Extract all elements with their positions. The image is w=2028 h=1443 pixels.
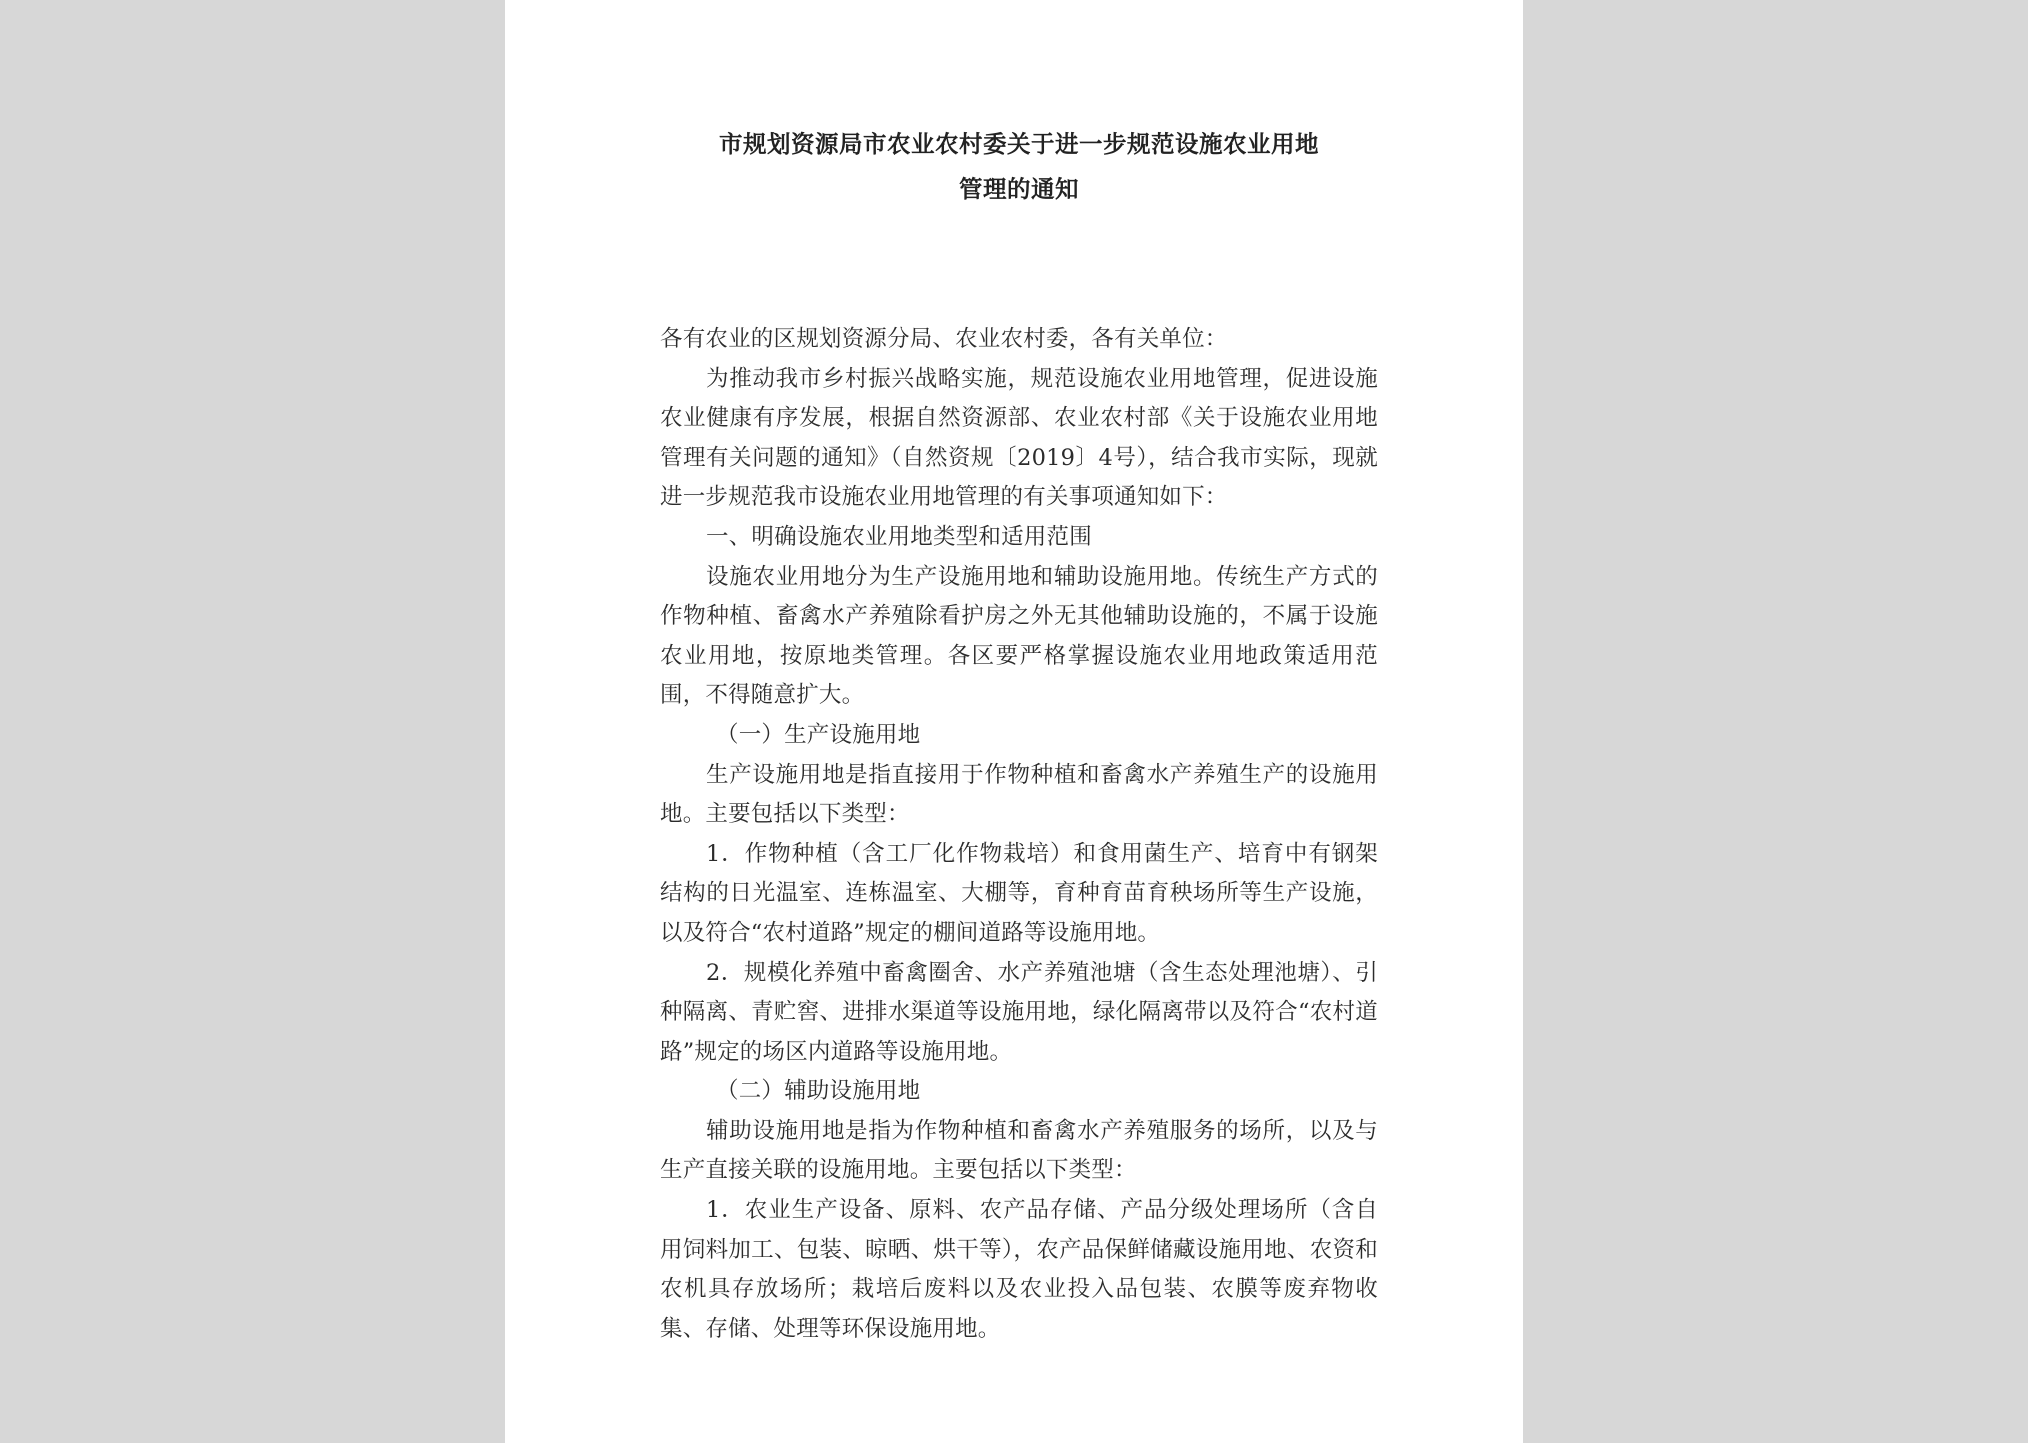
subsection-1-item-2: 2．规模化养殖中畜禽圈舍、水产养殖池塘（含生态处理池塘）、引种隔离、青贮窖、进排水渠道等设施用地，绿化隔离带以及符合“农村道路”规定的场区内道路等设施用地。 xyxy=(660,959,1378,1065)
document-content xyxy=(660,122,1378,1349)
salutation: 各有农业的区规划资源分局、农业农村委，各有关单位： xyxy=(660,326,1228,352)
subsection-2-item-1: 1．农业生产设备、原料、农产品存储、产品分级处理场所（含自用饲料加工、包装、晾晒、烘干等），农产品保鲜储藏设施用地、农资和农机具存放场所；栽培后废料以及农业投入品包装、农膜等废弃物收集、存储、处理等环保设施用地。 xyxy=(660,1197,1378,1342)
subsection-1-heading: （一）生产设施用地 xyxy=(716,721,921,748)
subsection-2-heading: （二）辅助设施用地 xyxy=(716,1078,921,1105)
title-line-2: 管理的通知 xyxy=(959,175,1079,203)
section-1-paragraph: 设施农业用地分为生产设施用地和辅助设施用地。传统生产方式的作物种植、畜禽水产养殖除看护房之外无其他辅助设施的，不属于设施农业用地，按原地类管理。各区要严格掌握设施农业用地政策适用范围，不得随意扩大。 xyxy=(660,563,1378,709)
document-page xyxy=(505,0,1523,1443)
section-1-heading: 一、明确设施农业用地类型和适用范围 xyxy=(706,523,1092,550)
document-title xyxy=(660,122,1378,212)
intro-paragraph: 为推动我市乡村振兴战略实施，规范设施农业用地管理，促进设施农业健康有序发展，根据自然资源部、农业农村部《关于设施农业用地管理有关问题的通知》（自然资规〔2019〕4号），结合我市实际，现就进一步规范我市设施农业用地管理的有关事项通知如下： xyxy=(660,365,1378,511)
subsection-2-paragraph: 辅助设施用地是指为作物种植和畜禽水产养殖服务的场所，以及与生产直接关联的设施用地。主要包括以下类型： xyxy=(660,1117,1378,1184)
subsection-1-paragraph: 生产设施用地是指直接用于作物种植和畜禽水产养殖生产的设施用地。主要包括以下类型： xyxy=(660,761,1378,828)
subsection-1-item-1: 1．作物种植（含工厂化作物栽培）和食用菌生产、培育中有钢架结构的日光温室、连栋温室、大棚等，育种育苗育秧场所等生产设施，以及符合“农村道路”规定的棚间道路等设施用地。 xyxy=(660,840,1378,946)
document-body xyxy=(660,320,1378,1349)
title-line-1: 市规划资源局市农业农村委关于进一步规范设施农业用地 xyxy=(719,130,1319,158)
